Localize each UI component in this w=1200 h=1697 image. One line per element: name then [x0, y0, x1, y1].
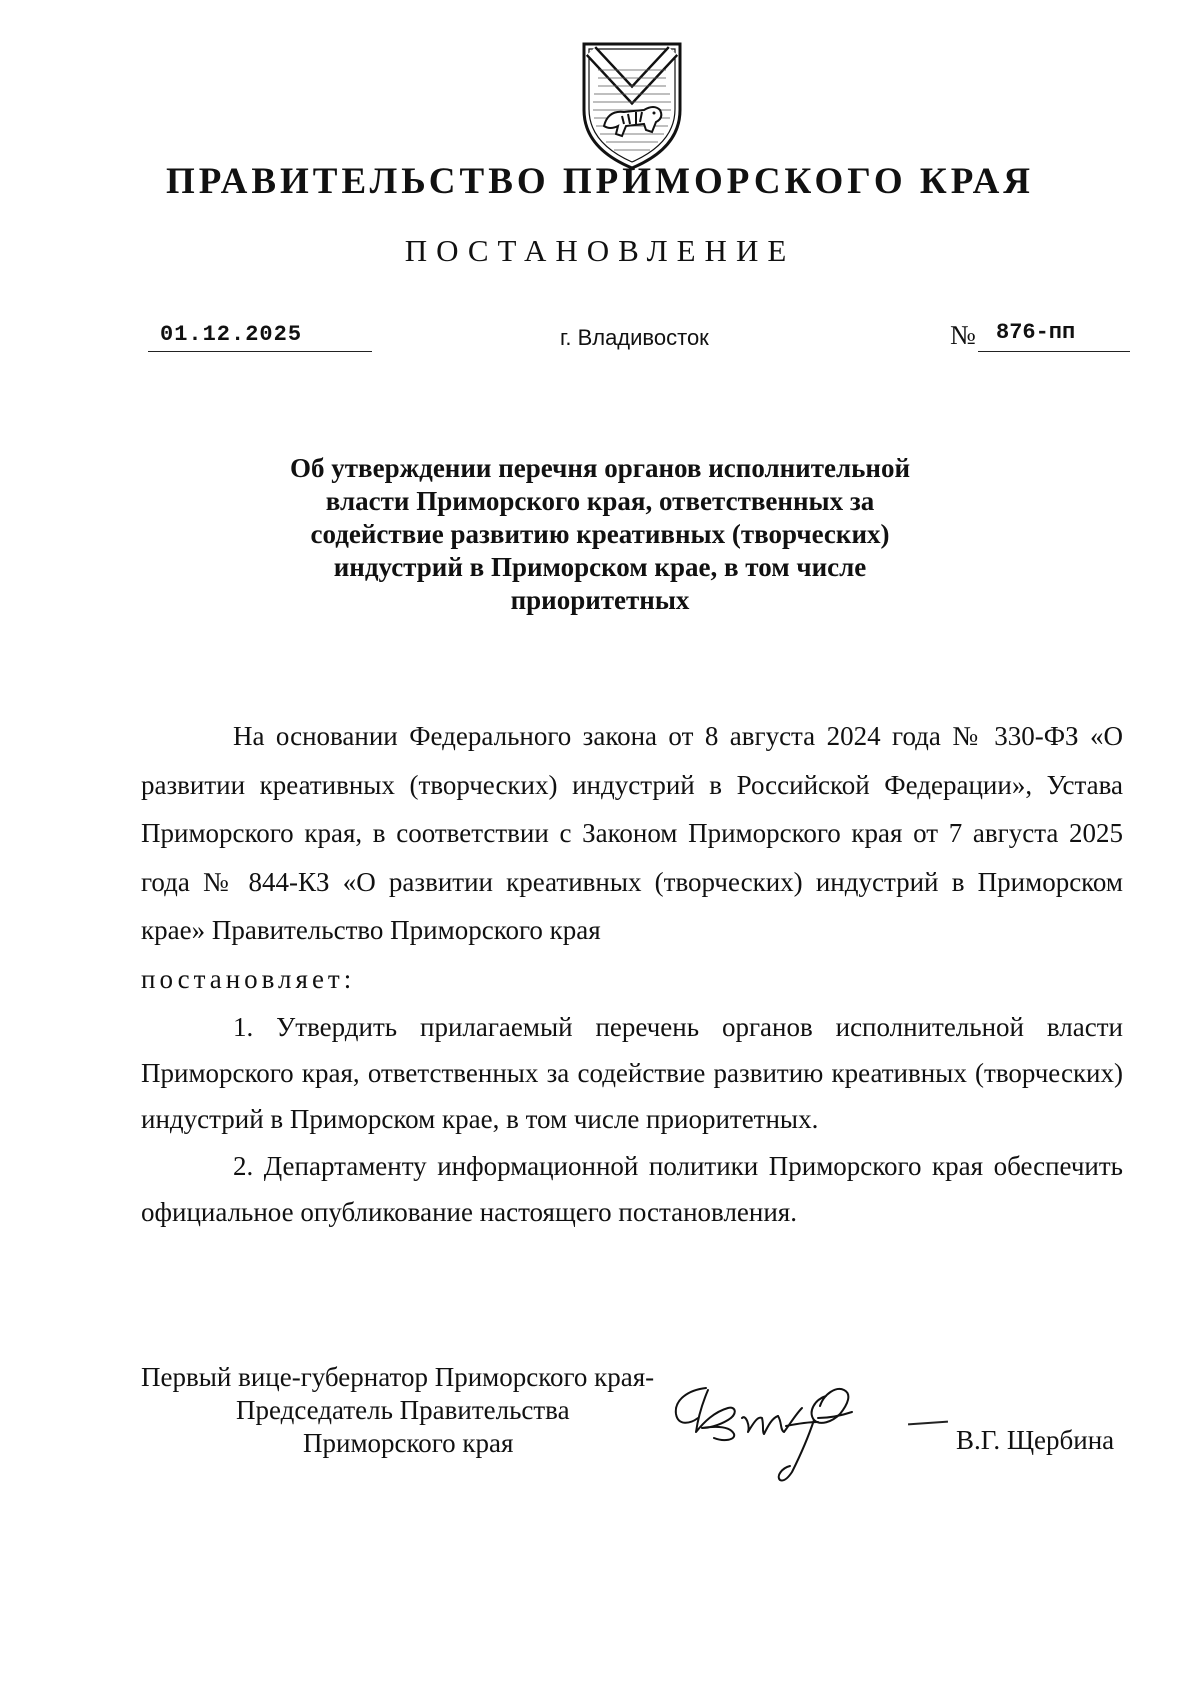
handwritten-signature [668, 1378, 898, 1498]
title-line: Об утверждении перечня органов исполнительной [289, 453, 911, 483]
position-line: Председатель Правительства [236, 1395, 570, 1425]
preamble-paragraph [141, 712, 1123, 955]
title-line: индустрий в Приморском крае, в том числе [333, 552, 867, 582]
document-number: 876-пп [978, 320, 1130, 352]
document-date: 01.12.2025 [148, 322, 372, 352]
document-city: г. Владивосток [560, 325, 709, 350]
title-line: приоритетных [510, 585, 690, 615]
document-title [250, 452, 950, 617]
title-line: содействие развитию креативных (творческих) [310, 519, 890, 549]
title-line: власти Приморского края, ответственных за [325, 486, 875, 516]
clause-2: 2. Департаменту информационной политики Приморского края обеспечить официальное опубликование настоящего постановления. [141, 1151, 1123, 1227]
coat-of-arms-icon [578, 40, 686, 172]
position-line: Приморского края [303, 1428, 514, 1458]
preamble-text: На основании Федерального закона от 8 августа 2024 года № 330-ФЗ «О развитии креативных (творческих) индустрий в Российской Федерации», Устава Приморского края, в соответствии с Законом Приморского края от 7 августа 2025 года № 844-КЗ «О развитии креативных (творческих) индустрий в Приморском крае» Правительство Приморского края [141, 721, 1123, 945]
resolves-word: постановляет: [141, 963, 356, 994]
document-type: ПОСТАНОВЛЕНИЕ [404, 233, 796, 268]
document-body [141, 712, 1123, 1235]
organization-name: ПРАВИТЕЛЬСТВО ПРИМОРСКОГО КРАЯ [165, 161, 1035, 202]
number-sign: № [950, 320, 976, 350]
position-line: Первый вице-губернатор Приморского края- [141, 1362, 655, 1392]
signer-name: В.Г. Щербина [956, 1425, 1115, 1455]
clause-1: 1. Утвердить прилагаемый перечень органов исполнительной власти Приморского края, ответственных за содействие развитию креативных (творческих) индустрий в Приморском крае, в том числе приоритетных. [141, 1012, 1123, 1134]
signature-dash [908, 1421, 948, 1426]
